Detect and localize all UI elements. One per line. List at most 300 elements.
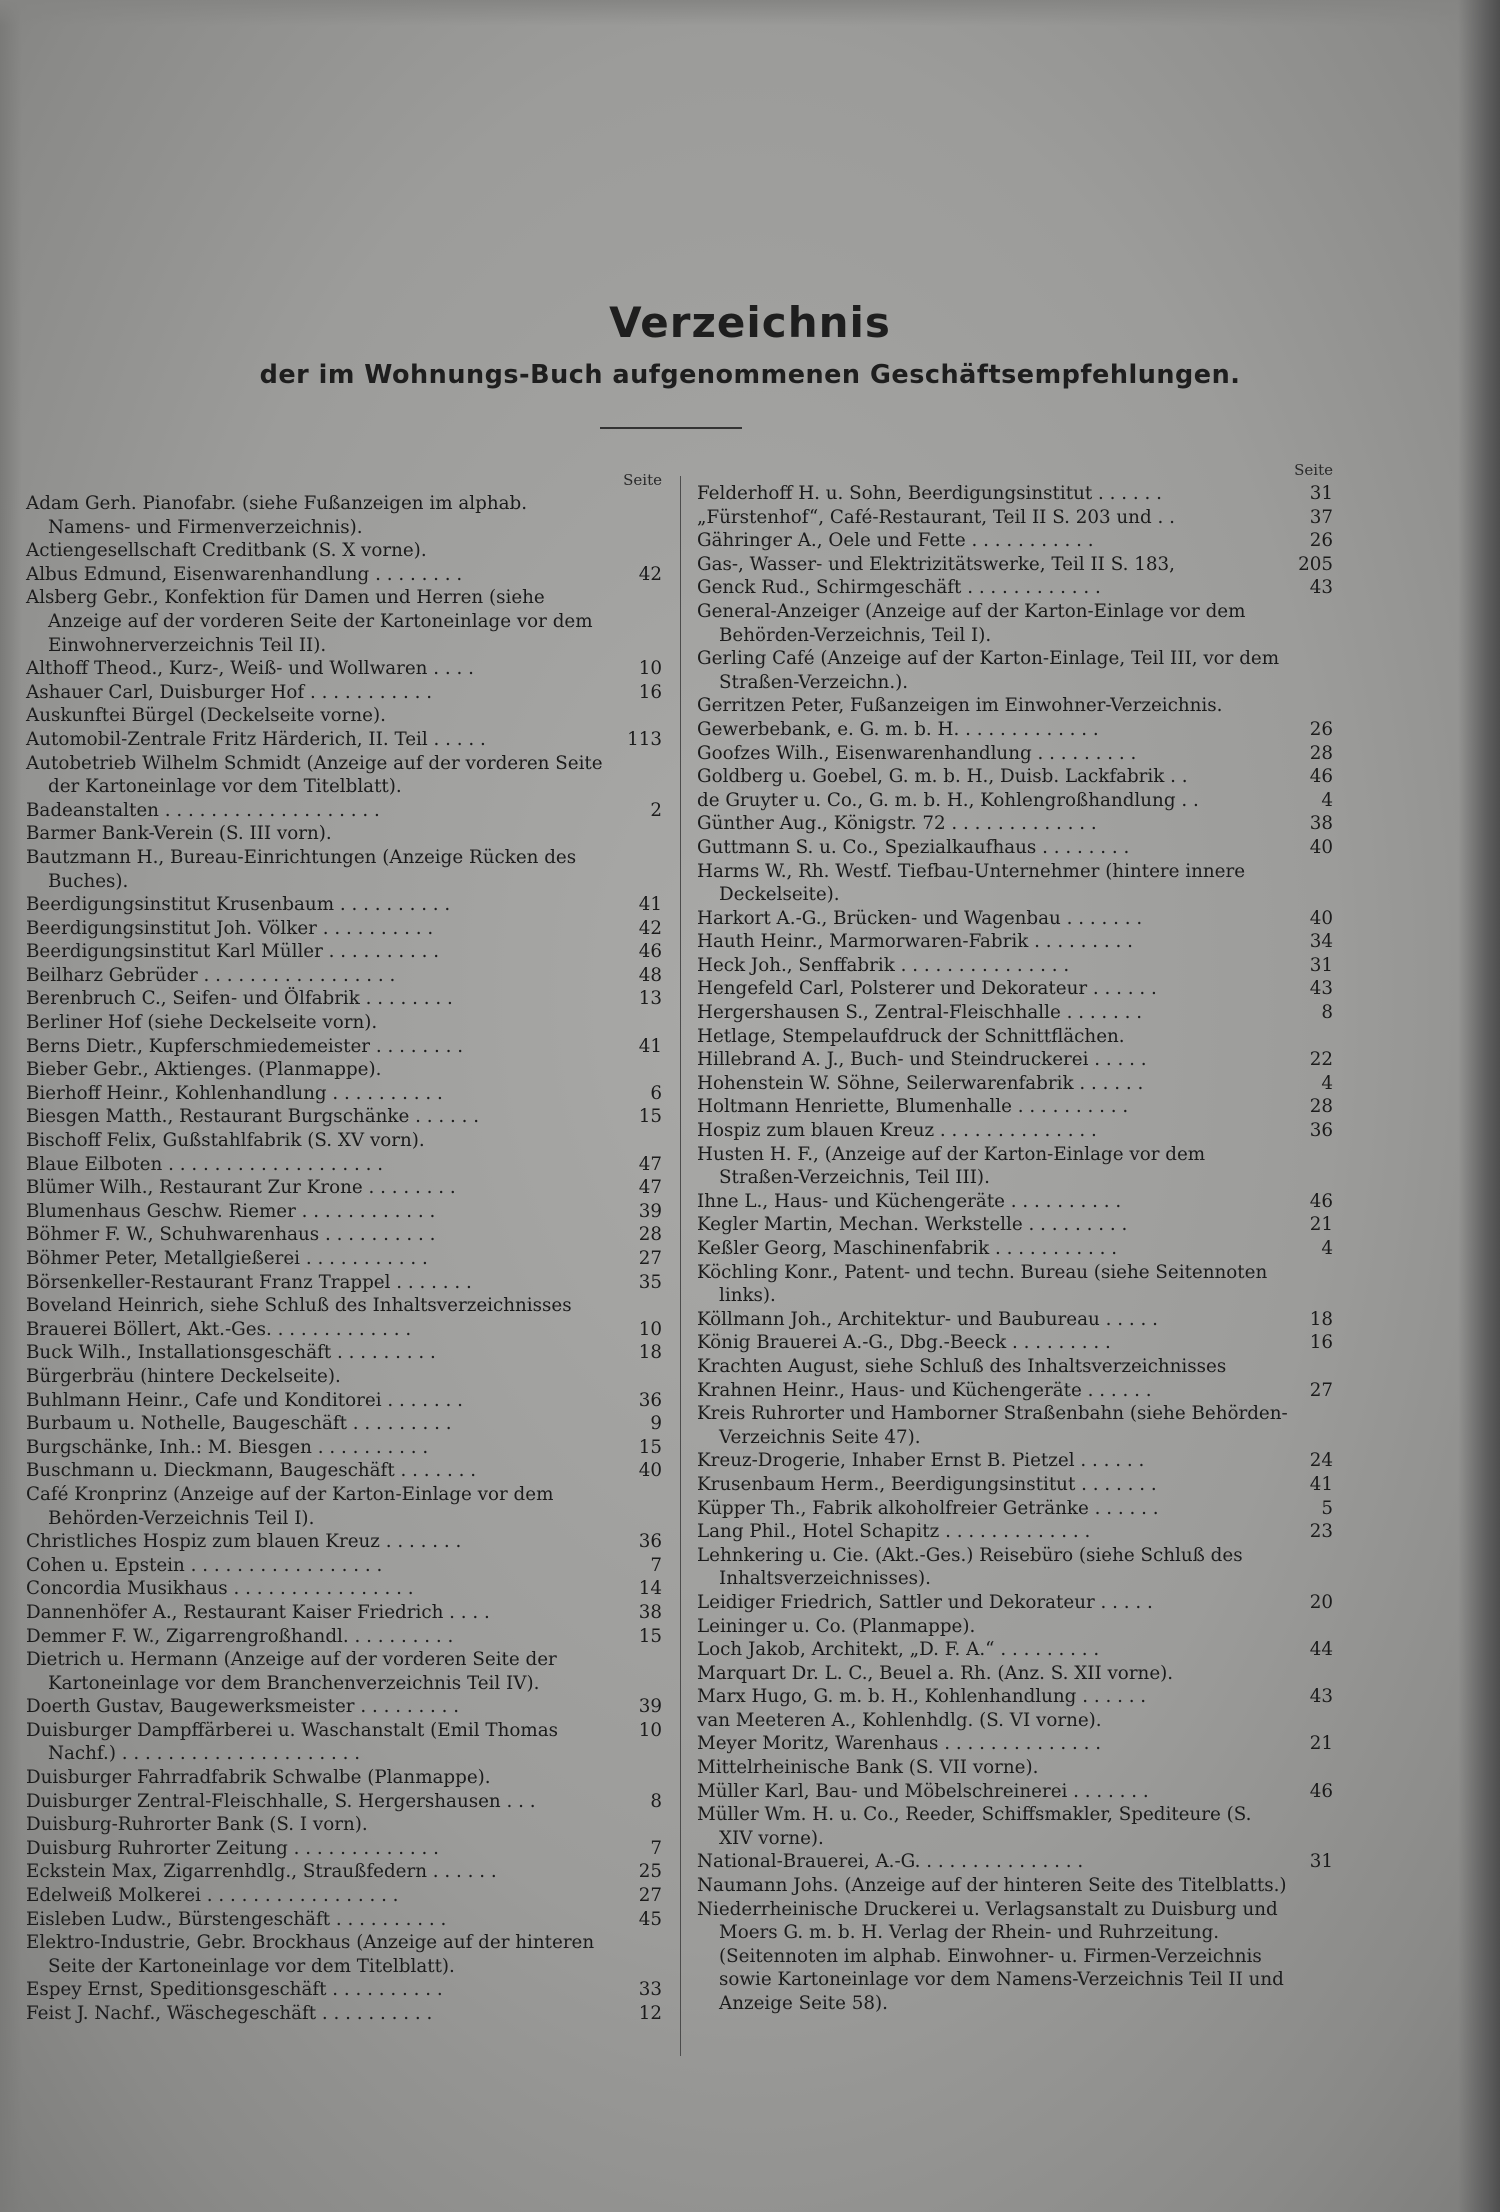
entry-text: Bieber Gebr., Aktienges. (Planmappe). [26, 1059, 382, 1081]
index-entry [26, 1884, 670, 1908]
index-entry [697, 1048, 1337, 1072]
entry-text: Burgschänke, Inh.: M. Biesgen . . . . . . . . . . [26, 1436, 429, 1458]
entry-page-number: 113 [627, 728, 662, 750]
entry-text: Genck Rud., Schirmgeschäft . . . . . . . . . . . . [697, 577, 1101, 599]
entry-text: Adam Gerh. Pianofabr. (siehe Fußanzeigen im alphab. Namens- und Firmenverzeichnis). [26, 493, 528, 538]
entry-text: Blumenhaus Geschw. Riemer . . . . . . . . . . . . [26, 1200, 436, 1222]
entry-page-number: 41 [638, 1035, 662, 1057]
entry-text: General-Anzeiger (Anzeige auf der Karton-Einlage vor dem Behörden-Verzeichnis, Teil I). [697, 600, 1246, 646]
entry-text: Duisburg Ruhrorter Zeitung . . . . . . . . . . . . . [26, 1837, 439, 1859]
index-entry [697, 1520, 1337, 1544]
index-entry [697, 1025, 1337, 1049]
entry-page-number: 28 [638, 1224, 662, 1246]
index-entry [697, 1638, 1337, 1662]
entry-text: Heck Joh., Senffabrik . . . . . . . . . . . . . . . [697, 954, 1070, 976]
title-divider [600, 427, 742, 429]
index-entry [697, 1095, 1337, 1119]
entry-text: Köchling Konr., Patent- und techn. Bureau (siehe Seitennoten links). [697, 1261, 1268, 1307]
page-column-header: Seite [623, 471, 662, 489]
index-entry [26, 492, 670, 539]
entry-text: de Gruyter u. Co., G. m. b. H., Kohlengroßhandlung . . [697, 789, 1199, 811]
entry-page-number: 46 [1309, 766, 1333, 788]
entry-text: Duisburger Fahrradfabrik Schwalbe (Planmappe). [26, 1767, 491, 1789]
index-entry [26, 1035, 670, 1059]
index-entry [697, 600, 1337, 647]
entry-page-number: 42 [638, 563, 662, 585]
index-entry [26, 1813, 670, 1837]
entry-text: Gerritzen Peter, Fußanzeigen im Einwohner-Verzeichnis. [697, 695, 1223, 717]
index-entry [26, 1247, 670, 1271]
index-entry [26, 1129, 670, 1153]
entry-text: Hohenstein W. Söhne, Seilerwarenfabrik . . . . . . [697, 1072, 1144, 1094]
entry-text: Concordia Musikhaus . . . . . . . . . . . . . . . . [26, 1578, 414, 1600]
entry-page-number: 48 [638, 964, 662, 986]
entry-text: Automobil-Zentrale Fritz Härderich, II. Teil . . . . . [26, 728, 486, 750]
index-entry [26, 1223, 670, 1247]
entry-page-number: 41 [1309, 1473, 1333, 1495]
index-entry [697, 1662, 1337, 1686]
index-entry [26, 1719, 670, 1766]
entry-page-number: 4 [1321, 1238, 1333, 1259]
index-entry [697, 1473, 1337, 1497]
index-entry [26, 1436, 670, 1460]
index-entry [26, 1695, 670, 1719]
index-entry [26, 657, 670, 681]
index-entry [697, 576, 1337, 600]
entry-text: Buschmann u. Dieckmann, Baugeschäft . . . . . . . [26, 1460, 477, 1482]
entry-text: Espey Ernst, Speditionsgeschäft . . . . . . . . . . [26, 1979, 443, 2001]
index-entry [26, 1931, 670, 1978]
index-entry [697, 1331, 1337, 1355]
entry-text: Auskunftei Bürgel (Deckelseite vorne). [26, 705, 386, 727]
entry-page-number: 10 [638, 1719, 662, 1741]
entry-page-number: 36 [638, 1531, 662, 1553]
entry-text: Café Kronprinz (Anzeige auf der Karton-Einlage vor dem Behörden-Verzeichnis Teil I). [26, 1483, 554, 1529]
index-entry [26, 563, 670, 587]
entry-text: Eisleben Ludw., Bürstengeschäft . . . . . . . . . . [26, 1908, 447, 1930]
index-entry [697, 860, 1337, 907]
index-entry [26, 799, 670, 823]
index-entry [26, 1176, 670, 1200]
entry-text: Gewerbebank, e. G. m. b. H. . . . . . . . . . . . . [697, 718, 1099, 740]
index-entry [697, 1402, 1337, 1449]
entry-text: Duisburger Zentral-Fleischhalle, S. Hergershausen . . . [26, 1790, 536, 1812]
entry-page-number: 31 [1309, 954, 1333, 976]
entry-page-number: 25 [638, 1861, 662, 1883]
index-entry [26, 1978, 670, 2002]
entry-text: Hetlage, Stempelaufdruck der Schnittflächen. [697, 1025, 1125, 1047]
entry-page-number: 46 [1309, 1780, 1333, 1802]
entry-text: Gerling Café (Anzeige auf der Karton-Einlage, Teil III, vor dem Straßen-Verzeichn.). [697, 648, 1280, 693]
entry-text: Beerdigungsinstitut Krusenbaum . . . . . . . . . . [26, 894, 451, 916]
entry-page-number: 18 [638, 1342, 662, 1364]
entry-text: Küpper Th., Fabrik alkoholfreier Getränke . . . . . . [697, 1497, 1159, 1519]
entry-page-number: 39 [638, 1696, 662, 1718]
entry-page-number: 205 [1298, 553, 1333, 575]
entry-text: Böhmer F. W., Schuhwarenhaus . . . . . . . . . . [26, 1224, 436, 1246]
entry-text: Christliches Hospiz zum blauen Kreuz . . . . . . . [26, 1531, 462, 1553]
right-column [697, 460, 1337, 2016]
entry-page-number: 47 [638, 1153, 662, 1175]
entry-text: Marx Hugo, G. m. b. H., Kohlenhandlung . . . . . . [697, 1686, 1147, 1708]
index-entry [26, 1601, 670, 1625]
index-entry [697, 1803, 1337, 1850]
index-entry [26, 752, 670, 799]
entry-page-number: 6 [650, 1082, 662, 1104]
index-entry [697, 1261, 1337, 1308]
entry-text: Buck Wilh., Installationsgeschäft . . . . . . . . . [26, 1342, 436, 1364]
entry-text: Brauerei Böllert, Akt.-Ges. . . . . . . . . . . . . [26, 1318, 412, 1340]
index-entry [26, 704, 670, 728]
index-entry [26, 893, 670, 917]
entry-text: Krahnen Heinr., Haus- und Küchengeräte . . . . . . [697, 1379, 1152, 1401]
index-entry [697, 1355, 1337, 1379]
entry-text: Keßler Georg, Maschinenfabrik . . . . . . . . . . . [697, 1238, 1118, 1259]
index-entry [26, 1530, 670, 1554]
entry-text: Bischoff Felix, Gußstahlfabrik (S. XV vorn). [26, 1130, 425, 1152]
entry-text: Hospiz zum blauen Kreuz . . . . . . . . . . . . . . [697, 1120, 1097, 1142]
entry-page-number: 14 [638, 1578, 662, 1600]
index-entry [26, 1908, 670, 1932]
entry-page-number: 5 [1321, 1497, 1333, 1519]
entry-page-number: 43 [1309, 1686, 1333, 1708]
entry-page-number: 27 [1309, 1379, 1333, 1401]
index-entry [697, 1591, 1337, 1615]
page-subtitle: der im Wohnungs-Buch aufgenommenen Geschäftsempfehlungen. [259, 360, 1241, 390]
index-entry [697, 765, 1337, 789]
entry-text: Naumann Johs. (Anzeige auf der hinteren Seite des Titelblatts.) [697, 1875, 1287, 1897]
index-entry [697, 1449, 1337, 1473]
entry-page-number: 38 [638, 1601, 662, 1623]
entry-page-number: 18 [1309, 1308, 1333, 1330]
entry-text: Gähringer A., Oele und Fette . . . . . . . . . . . [697, 530, 1094, 552]
entry-text: Niederrheinische Druckerei u. Verlagsanstalt zu Duisburg und Moers G. m. b. H. Verlag der Rhein- und Ruhrzeitung. (Seitennoten im alphab. Einwohner- u. Firmen-Verzeichnis sowie Kartoneinlage vor dem Namens-Verzeichnis Teil II und Anzeige Seite 58). [697, 1898, 1284, 2014]
entry-page-number: 40 [1309, 907, 1333, 929]
index-entry [26, 728, 670, 752]
entry-text: Berns Dietr., Kupferschmiedemeister . . . . . . . . [26, 1035, 464, 1057]
entry-page-number: 12 [638, 2003, 662, 2024]
entry-text: Goldberg u. Goebel, G. m. b. H., Duisb. Lackfabrik . . [697, 766, 1188, 788]
entry-text: Doerth Gustav, Baugewerksmeister . . . . . . . . . [26, 1696, 460, 1718]
entry-page-number: 41 [638, 894, 662, 916]
index-entry [697, 1874, 1337, 1898]
index-entry [697, 954, 1337, 978]
index-entry [26, 1153, 670, 1177]
entry-text: Berenbruch C., Seifen- und Ölfabrik . . . . . . . . [26, 988, 453, 1010]
entry-page-number: 4 [1321, 789, 1333, 811]
index-entry [26, 1648, 670, 1695]
index-entry [26, 1459, 670, 1483]
entry-text: Kreuz-Drogerie, Inhaber Ernst B. Pietzel . . . . . . [697, 1450, 1145, 1472]
entry-text: Husten H. F., (Anzeige auf der Karton-Einlage vor dem Straßen-Verzeichnis, Teil III). [697, 1143, 1206, 1189]
entry-page-number: 36 [638, 1389, 662, 1411]
entry-text: Hergershausen S., Zentral-Fleischhalle . . . . . . . [697, 1002, 1143, 1024]
index-entry [697, 789, 1337, 813]
index-entry [697, 1685, 1337, 1709]
entry-page-number: 16 [1309, 1332, 1333, 1354]
entry-text: Autobetrieb Wilhelm Schmidt (Anzeige auf der vorderen Seite der Kartoneinlage vor dem Titelblatt). [26, 752, 603, 798]
entry-text: Buhlmann Heinr., Cafe und Konditorei . . . . . . . [26, 1389, 463, 1411]
index-entry [697, 1237, 1337, 1261]
entry-page-number: 13 [638, 988, 662, 1010]
entry-text: Mittelrheinische Bank (S. VII vorne). [697, 1757, 1039, 1779]
entry-page-number: 21 [1309, 1214, 1333, 1236]
entry-text: Guttmann S. u. Co., Spezialkaufhaus . . . . . . . . [697, 836, 1130, 858]
index-entry [697, 1308, 1337, 1332]
index-entry [697, 1497, 1337, 1521]
index-entry [697, 694, 1337, 718]
entry-text: Kegler Martin, Mechan. Werkstelle . . . . . . . . . [697, 1214, 1128, 1236]
entry-page-number: 27 [638, 1885, 662, 1907]
index-entry [26, 1318, 670, 1342]
entry-text: Kreis Ruhrorter und Hamborner Straßenbahn (siehe Behörden-Verzeichnis Seite 47). [697, 1403, 1288, 1448]
index-entry [697, 977, 1337, 1001]
index-entry [697, 1190, 1337, 1214]
entry-page-number: 33 [638, 1979, 662, 2001]
entry-text: Cohen u. Epstein . . . . . . . . . . . . . . . . . [26, 1554, 383, 1576]
index-entry [697, 553, 1337, 577]
index-entry [26, 1389, 670, 1413]
index-entry [697, 1756, 1337, 1780]
index-entry [697, 742, 1337, 766]
index-entry [697, 930, 1337, 954]
entry-text: Dietrich u. Hermann (Anzeige auf der vorderen Seite der Kartoneinlage vor dem Branchenverzeichnis Teil IV). [26, 1649, 557, 1694]
index-entry [697, 1709, 1337, 1733]
index-entry [26, 1011, 670, 1035]
entry-page-number: 40 [638, 1460, 662, 1482]
entry-text: Böhmer Peter, Metallgießerei . . . . . . . . . . . [26, 1248, 428, 1269]
entry-page-number: 39 [638, 1200, 662, 1222]
entry-text: Albus Edmund, Eisenwarenhandlung . . . . . . . . [26, 563, 463, 585]
entry-text: Eckstein Max, Zigarrenhdlg., Straußfedern . . . . . . [26, 1861, 497, 1883]
entry-page-number: 36 [1309, 1120, 1333, 1142]
index-entry [26, 964, 670, 988]
index-entry [26, 1625, 670, 1649]
entry-text: Dannenhöfer A., Restaurant Kaiser Friedrich . . . . [26, 1601, 490, 1623]
entry-text: Meyer Moritz, Warenhaus . . . . . . . . . . . . . . [697, 1733, 1102, 1755]
entry-text: Blümer Wilh., Restaurant Zur Krone . . . . . . . . [26, 1177, 456, 1199]
index-entry [697, 1615, 1337, 1639]
entry-text: König Brauerei A.-G., Dbg.-Beeck . . . . . . . . . [697, 1332, 1111, 1354]
index-entry [26, 1271, 670, 1295]
index-entry [697, 647, 1337, 694]
entry-text: Barmer Bank-Verein (S. III vorn). [26, 823, 332, 845]
entry-text: Berliner Hof (siehe Deckelseite vorn). [26, 1012, 378, 1034]
index-entry [26, 2002, 670, 2026]
entry-text: Biesgen Matth., Restaurant Burgschänke . . . . . . [26, 1106, 480, 1128]
entry-text: van Meeteren A., Kohlenhdlg. (S. VI vorne). [697, 1709, 1102, 1731]
entry-text: Müller Karl, Bau- und Möbelschreinerei . . . . . . . [697, 1780, 1149, 1802]
index-entry [26, 539, 670, 563]
entry-page-number: 27 [638, 1248, 662, 1269]
index-entry [26, 586, 670, 657]
index-entry [26, 1790, 670, 1814]
entry-text: Müller Wm. H. u. Co., Reeder, Schiffsmakler, Spediteure (S. XIV vorne). [697, 1804, 1252, 1849]
entry-text: Boveland Heinrich, siehe Schluß des Inhaltsverzeichnisses [26, 1295, 572, 1317]
index-entry [697, 1072, 1337, 1096]
page-column-header: Seite [1294, 461, 1333, 479]
index-entry [26, 1860, 670, 1884]
index-entry [697, 482, 1337, 506]
entry-text: Beerdigungsinstitut Karl Müller . . . . . . . . . . [26, 941, 440, 963]
page-top-edge [0, 0, 1500, 26]
entry-text: Blaue Eilboten . . . . . . . . . . . . . . . . . . . [26, 1153, 384, 1175]
index-entry [26, 1105, 670, 1129]
entry-page-number: 16 [638, 681, 662, 703]
entry-text: Felderhoff H. u. Sohn, Beerdigungsinstitut . . . . . . [697, 483, 1162, 504]
entry-page-number: 31 [1309, 1851, 1333, 1873]
entry-page-number: 8 [650, 1790, 662, 1812]
entry-text: Holtmann Henriette, Blumenhalle . . . . . . . . . . [697, 1096, 1129, 1118]
entry-page-number: 20 [1309, 1591, 1333, 1613]
entry-page-number: 31 [1309, 483, 1333, 504]
entry-page-number: 43 [1309, 978, 1333, 1000]
index-entry [26, 940, 670, 964]
entry-page-number: 26 [1309, 718, 1333, 740]
index-entry [697, 1213, 1337, 1237]
entry-page-number: 4 [1321, 1072, 1333, 1094]
index-entry [26, 1294, 670, 1318]
index-entry [26, 1577, 670, 1601]
entry-page-number: 15 [638, 1106, 662, 1128]
entry-page-number: 15 [638, 1436, 662, 1458]
entry-page-number: 40 [1309, 836, 1333, 858]
index-entry [26, 681, 670, 705]
index-entry [697, 1119, 1337, 1143]
entry-text: National-Brauerei, A.-G. . . . . . . . . . . . . . . [697, 1851, 1084, 1873]
entry-text: Badeanstalten . . . . . . . . . . . . . . . . . . . [26, 799, 380, 821]
index-entry [697, 1850, 1337, 1874]
entry-text: Duisburger Dampffärberei u. Waschanstalt (Emil Thomas Nachf.) . . . . . . . . . . . . . . . . . . . . . [26, 1719, 559, 1765]
index-entry [697, 907, 1337, 931]
entry-page-number: 23 [1309, 1521, 1333, 1543]
index-entry [26, 1412, 670, 1436]
entry-page-number: 9 [650, 1413, 662, 1435]
entry-text: Feist J. Nachf., Wäschegeschäft . . . . . . . . . . [26, 2003, 433, 2024]
entry-text: „Fürstenhof“, Café-Restaurant, Teil II S. 203 und . . [697, 506, 1175, 528]
index-entry [26, 1200, 670, 1224]
entry-text: Actiengesellschaft Creditbank (S. X vorne). [26, 540, 427, 562]
entry-text: Leininger u. Co. (Planmappe). [697, 1615, 976, 1637]
index-entry [26, 1766, 670, 1790]
entry-page-number: 38 [1309, 813, 1333, 835]
entry-page-number: 10 [638, 1318, 662, 1340]
entry-text: Beilharz Gebrüder . . . . . . . . . . . . . . . . . [26, 964, 396, 986]
entry-text: Beerdigungsinstitut Joh. Völker . . . . . . . . . . [26, 917, 434, 939]
entry-page-number: 28 [1309, 1096, 1333, 1118]
entry-text: Edelweiß Molkerei . . . . . . . . . . . . . . . . . [26, 1885, 399, 1907]
entry-page-number: 22 [1309, 1049, 1333, 1071]
left-column [26, 470, 670, 2026]
index-entry [697, 718, 1337, 742]
entry-text: Alsberg Gebr., Konfektion für Damen und Herren (siehe Anzeige auf der vorderen Seite der Kartoneinlage vor dem Einwohnerverzeichnis Teil II). [26, 587, 593, 656]
entry-page-number: 7 [650, 1837, 662, 1859]
entry-text: Elektro-Industrie, Gebr. Brockhaus (Anzeige auf der hinteren Seite der Kartoneinlage vor dem Titelblatt). [26, 1932, 595, 1977]
entry-page-number: 42 [638, 917, 662, 939]
index-entry [26, 1082, 670, 1106]
entry-text: Krusenbaum Herm., Beerdigungsinstitut . . . . . . . [697, 1473, 1157, 1495]
entry-text: Ashauer Carl, Duisburger Hof . . . . . . . . . . . [26, 681, 432, 703]
entry-text: Ihne L., Haus- und Küchengeräte . . . . . . . . . . [697, 1190, 1122, 1212]
index-entry [26, 822, 670, 846]
entry-page-number: 7 [650, 1554, 662, 1576]
index-entry [26, 917, 670, 941]
index-entry [697, 1898, 1337, 2016]
entry-page-number: 26 [1309, 530, 1333, 552]
index-entry [26, 1837, 670, 1861]
entry-text: Althoff Theod., Kurz-, Weiß- und Wollwaren . . . . [26, 658, 474, 680]
entry-text: Bierhoff Heinr., Kohlenhandlung . . . . . . . . . . [26, 1082, 443, 1104]
entry-text: Leidiger Friedrich, Sattler und Dekorateur . . . . . [697, 1591, 1153, 1613]
entry-page-number: 15 [638, 1625, 662, 1647]
index-entry [697, 812, 1337, 836]
entry-page-number: 46 [1309, 1190, 1333, 1212]
entry-text: Köllmann Joh., Architektur- und Baubureau . . . . . [697, 1308, 1158, 1330]
index-entry [26, 1554, 670, 1578]
entry-text: Günther Aug., Königstr. 72 . . . . . . . . . . . . . [697, 813, 1097, 835]
entry-page-number: 24 [1309, 1450, 1333, 1472]
entry-text: Hauth Heinr., Marmorwaren-Fabrik . . . . . . . . . [697, 931, 1133, 953]
entry-page-number: 45 [638, 1908, 662, 1930]
entry-text: Harkort A.-G., Brücken- und Wagenbau . . . . . . . [697, 907, 1143, 929]
entry-page-number: 43 [1309, 577, 1333, 599]
index-entry [26, 987, 670, 1011]
index-entry [697, 506, 1337, 530]
entry-page-number: 21 [1309, 1733, 1333, 1755]
entry-text: Bürgerbräu (hintere Deckelseite). [26, 1365, 341, 1387]
index-entry [26, 1341, 670, 1365]
entry-page-number: 2 [650, 799, 662, 821]
index-entry [697, 1544, 1337, 1591]
index-entry [697, 1732, 1337, 1756]
entry-text: Harms W., Rh. Westf. Tiefbau-Unternehmer (hintere innere Deckelseite). [697, 860, 1246, 906]
entry-text: Gas-, Wasser- und Elektrizitätswerke, Teil II S. 183, [697, 553, 1175, 575]
index-entry [697, 1780, 1337, 1804]
entry-text: Hillebrand A. J., Buch- und Steindruckerei . . . . . [697, 1049, 1147, 1071]
index-entry [26, 846, 670, 893]
entry-page-number: 37 [1309, 506, 1333, 528]
index-entry [697, 836, 1337, 860]
entry-text: Duisburg-Ruhrorter Bank (S. I vorn). [26, 1814, 368, 1836]
entry-page-number: 8 [1321, 1002, 1333, 1024]
index-entry [697, 1379, 1337, 1403]
index-entry [697, 529, 1337, 553]
entry-text: Loch Jakob, Architekt, „D. F. A.“ . . . . . . . . . [697, 1639, 1100, 1661]
page-title: Verzeichnis [609, 298, 891, 347]
index-entry [26, 1365, 670, 1389]
entry-page-number: 35 [638, 1271, 662, 1293]
entry-page-number: 47 [638, 1177, 662, 1199]
entry-page-number: 10 [638, 658, 662, 680]
entry-text: Börsenkeller-Restaurant Franz Trappel . . . . . . . [26, 1271, 472, 1293]
index-entry [697, 1001, 1337, 1025]
entry-text: Krachten August, siehe Schluß des Inhaltsverzeichnisses [697, 1355, 1227, 1377]
entry-page-number: 44 [1309, 1639, 1333, 1661]
entry-text: Goofzes Wilh., Eisenwarenhandlung . . . . . . . . . [697, 742, 1137, 764]
entry-text: Bautzmann H., Bureau-Einrichtungen (Anzeige Rücken des Buches). [26, 846, 577, 892]
entry-text: Demmer F. W., Zigarrengroßhandl. . . . . . . . . . [26, 1625, 454, 1647]
entry-page-number: 46 [638, 941, 662, 963]
entry-page-number: 34 [1309, 931, 1333, 953]
index-entry [697, 1143, 1337, 1190]
entry-page-number: 28 [1309, 742, 1333, 764]
entry-text: Burbaum u. Nothelle, Baugeschäft . . . . . . . . . [26, 1413, 452, 1435]
entry-text: Hengefeld Carl, Polsterer und Dekorateur . . . . . . [697, 978, 1157, 1000]
index-entry [26, 1058, 670, 1082]
column-divider [680, 476, 681, 2056]
index-entry [26, 1483, 670, 1530]
entry-text: Lang Phil., Hotel Schapitz . . . . . . . . . . . . . [697, 1521, 1091, 1543]
